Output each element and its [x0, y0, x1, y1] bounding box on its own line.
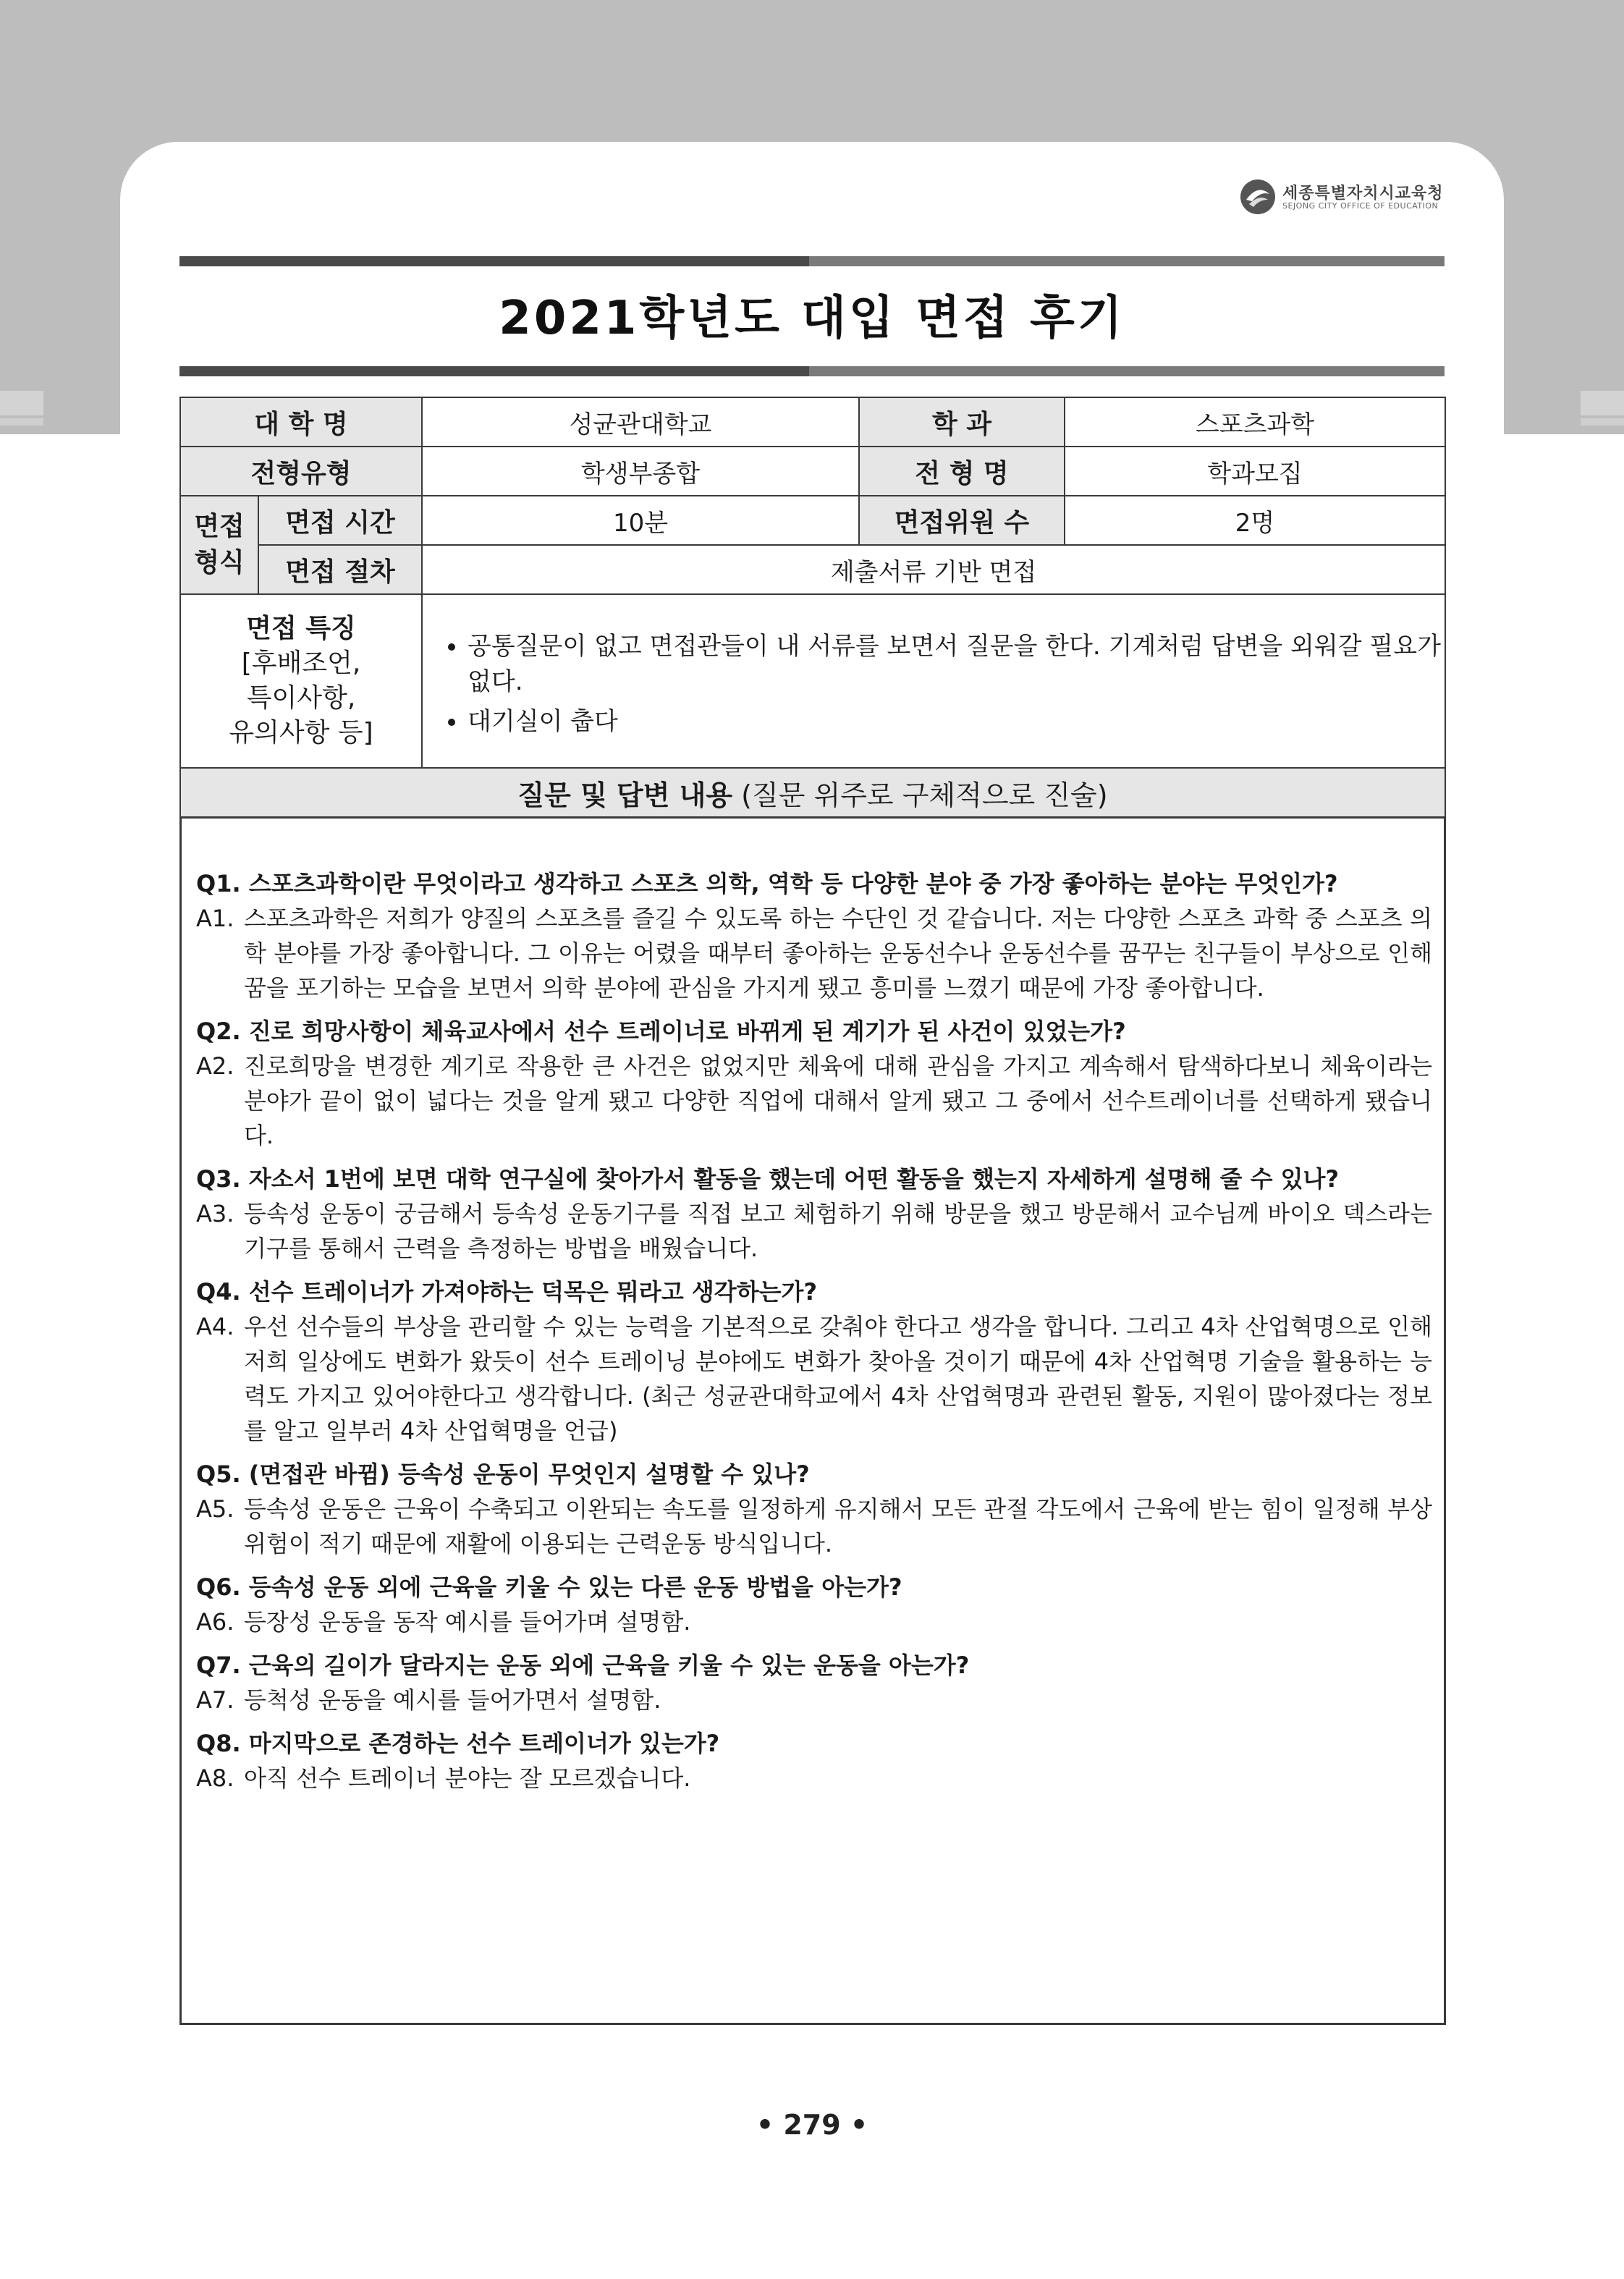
question-1: Q1. 스포츠과학이란 무엇이라고 생각하고 스포츠 의학, 역학 등 다양한 분야 중 가장 좋아하는 분야는 무엇인가?: [196, 870, 1338, 897]
procedure-value: 제출서류 기반 면접: [422, 545, 1445, 594]
feature-item: • 공통질문이 없고 면접관들이 내 서류를 보면서 질문을 한다. 기계처럼 답변을 외워갈 필요가 없다.: [468, 626, 1445, 697]
answer-6: A6. 등장성 운동을 동작 예시를 들어가며 설명함.: [196, 1608, 691, 1636]
answer-4: A4. 우선 선수들의 부상을 관리할 수 있는 능력을 기본적으로 갖춰야 한다고 생각을 합니다. 그리고 4차 산업혁명으로 인해 저희 일상에도 변화가 왔듯이 선수 트레이닝 분야에도 변화가 찾아올 것이기 때문에 4차 산업혁명 기술을 활용하는 능력도 가지고 있어야한다고 생각합니다. (최근 성균관대학교에서 4차 산업혁명과 관련된 활동, 지원이 많아졌다는 정보를 알고 일부러 4차 산업혁명을 언급): [196, 1313, 1432, 1445]
logo-name: 세종특별자치시교육청: [1282, 185, 1444, 203]
features-list: [422, 594, 1445, 768]
university-label: 대 학 명: [180, 397, 422, 447]
right-stripe: [1581, 391, 1624, 415]
question-8: Q8. 마지막으로 존경하는 선수 트레이너가 있는가?: [196, 1730, 720, 1757]
admission-name-value: 학과모집: [1065, 447, 1445, 496]
university-value: 성균관대학교: [422, 397, 859, 447]
features-label: 면접 특징 [후배조언, 특이사항, 유의사항 등]: [180, 594, 422, 768]
answer-1: A1. 스포츠과학은 저희가 양질의 스포츠를 즐길 수 있도록 하는 수단인 것 같습니다. 저는 다양한 스포츠 과학 중 스포츠 의학 분야를 가장 좋아합니다. 그 이유는 어렸을 때부터 좋아하는 운동선수나 운동선수를 꿈꾸는 친구들이 부상으로 인해 꿈을 포기하는 모습을 보면서 의학 분야에 관심을 가지게 됐고 흥미를 느꼈기 때문에 가장 좋아합니다.: [196, 905, 1432, 1002]
answer-5: A5. 등속성 운동은 근육이 수축되고 이완되는 속도를 일정하게 유지해서 모든 관절 각도에서 근육에 받는 힘이 일정해 부상위험이 적기 때문에 재활에 이용되는 근력운동 방식입니다.: [196, 1495, 1432, 1557]
interviewers-label: 면접위원 수: [859, 496, 1065, 545]
time-label: 면접 시간: [258, 496, 422, 545]
admission-type-label: 전형유형: [180, 447, 422, 496]
question-3: Q3. 자소서 1번에 보면 대학 연구실에 찾아가서 활동을 했는데 어떤 활동을 했는지 자세하게 설명해 줄 수 있나?: [196, 1165, 1340, 1193]
page-number: • 279 •: [756, 2109, 868, 2141]
qa-content-box: [179, 816, 1446, 2025]
answer-8: A8. 아직 선수 트레이너 분야는 잘 모르겠습니다.: [196, 1764, 691, 1792]
right-stripe-thin: [1581, 418, 1624, 426]
interview-info-table: [179, 397, 1446, 818]
title-rule-bottom: [179, 366, 1445, 376]
answer-7: A7. 등척성 운동을 예시를 들어가면서 설명함.: [196, 1686, 661, 1714]
answer-2: A2. 진로희망을 변경한 계기로 작용한 큰 사건은 없었지만 체육에 대해 관심을 가지고 계속해서 탐색하다보니 체육이라는 분야가 끝이 없이 넓다는 것을 알게 됐고 다양한 직업에 대해서 알게 됐고 그 중에서 선수트레이너를 선택하게 됐습니다.: [196, 1052, 1432, 1149]
dept-value: 스포츠과학: [1065, 397, 1445, 447]
question-6: Q6. 등속성 운동 외에 근육을 키울 수 있는 다른 운동 방법을 아는가?: [196, 1573, 902, 1601]
page-title: 2021학년도 대입 면접 후기: [499, 292, 1125, 345]
logo-emblem-icon: [1239, 178, 1277, 216]
office-logo: [1239, 178, 1465, 219]
procedure-label: 면접 절차: [258, 545, 422, 594]
format-label: 면접 형식: [180, 496, 258, 594]
interviewers-value: 2명: [1065, 496, 1445, 545]
admission-type-value: 학생부종합: [422, 447, 859, 496]
admission-name-label: 전 형 명: [859, 447, 1065, 496]
feature-item: • 대기실이 춥다: [468, 701, 1445, 737]
question-4: Q4. 선수 트레이너가 가져야하는 덕목은 뭐라고 생각하는가?: [196, 1278, 818, 1306]
time-value: 10분: [422, 496, 859, 545]
dept-label: 학 과: [859, 397, 1065, 447]
qa-list: [196, 866, 1432, 1796]
question-5: Q5. (면접관 바뀜) 등속성 운동이 무엇인지 설명할 수 있나?: [196, 1460, 810, 1488]
title-rule-top: [179, 256, 1445, 266]
left-stripe-thin: [0, 418, 43, 426]
question-2: Q2. 진로 희망사항이 체육교사에서 선수 트레이너로 바뀌게 된 계기가 된 사건이 있었는가?: [196, 1018, 1126, 1045]
answer-3: A3. 등속성 운동이 궁금해서 등속성 운동기구를 직접 보고 체험하기 위해 방문을 했고 방문해서 교수님께 바이오 덱스라는 기구를 통해서 근력을 측정하는 방법을 배웠습니다.: [196, 1200, 1432, 1262]
left-stripe: [0, 391, 43, 415]
logo-subtitle: SEJONG CITY OFFICE OF EDUCATION: [1282, 201, 1439, 211]
qa-section-header: 질문 및 답변 내용 (질문 위주로 구체적으로 진술): [180, 768, 1445, 817]
question-7: Q7. 근육의 길이가 달라지는 운동 외에 근육을 키울 수 있는 운동을 아는가?: [196, 1652, 970, 1679]
